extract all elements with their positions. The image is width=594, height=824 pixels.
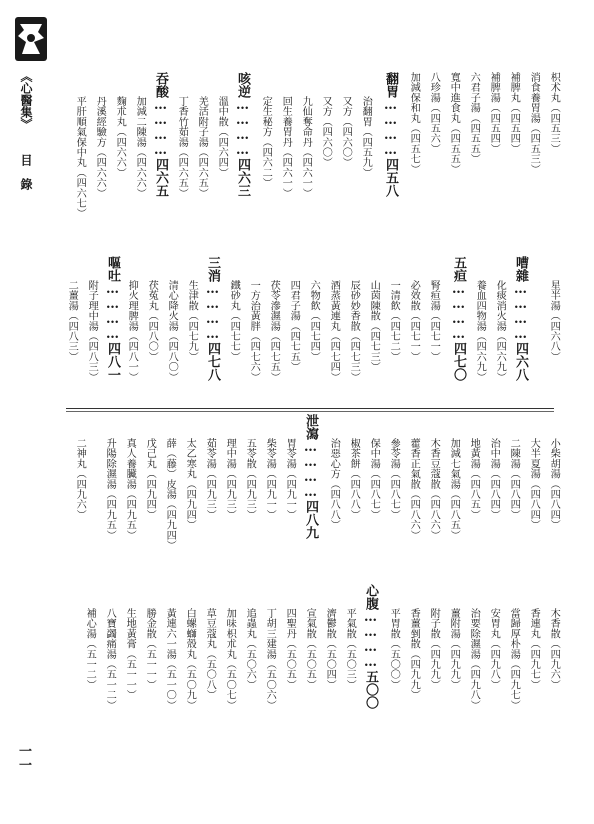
toc-entry: 丁香竹茹湯（四六五）: [176, 96, 188, 198]
toc-entry: 化痰消火湯（四六九）: [494, 280, 506, 382]
category-heading: 翻胃…………四五八: [383, 72, 398, 197]
toc-entry: 真人養臟湯（四九五）: [124, 438, 136, 540]
toc-entry: 大半夏湯（四八四）: [528, 438, 540, 530]
toc-entry: 枳术丸（四五三）: [548, 72, 560, 154]
toc-entry: 藿香正氣散（四八六）: [408, 438, 420, 540]
toc-entry: 鐵砂丸（四七七）: [228, 280, 240, 362]
toc-entry: 太乙寒丸（四九四）: [184, 438, 196, 530]
toc-entry: 升陽除濕湯（四九五）: [104, 438, 116, 540]
toc-entry: 理中湯（四九三）: [224, 438, 236, 520]
category-heading: 咳逆…………四六三: [235, 72, 250, 197]
toc-entry: 山茵陳散（四七三）: [368, 280, 380, 372]
toc-entry: 腎疸湯（四七一）: [428, 280, 440, 362]
toc-entry: 寬中進食丸（四五五）: [448, 72, 460, 174]
toc-entry: 二神丸（四九六）: [74, 438, 86, 520]
toc-entry: 茹苓湯（四九三）: [204, 438, 216, 520]
book-title: 《心醫集》: [19, 70, 33, 130]
toc-entry: 補脾湯（四五四）: [488, 72, 500, 154]
toc-entry: 柴苓湯（四九一）: [264, 438, 276, 520]
toc-entry: 溫中散（四六四）: [216, 96, 228, 178]
toc-entry: 麴朮丸（四六六）: [114, 96, 126, 178]
toc-entry: 四聖丹（五〇五）: [284, 608, 296, 690]
toc-entry: 又方（四六〇）: [320, 96, 332, 168]
toc-entry: 四君子湯（四七五）: [288, 280, 300, 372]
category-heading: 三消…………四七八: [205, 256, 220, 381]
toc-entry: 一清飲（四七二）: [388, 280, 400, 362]
category-heading: 五疸…………四七〇: [451, 256, 466, 381]
toc-entry: 補脾丸（四五四）: [508, 72, 520, 154]
section-label: 目 錄: [19, 154, 33, 190]
toc-entry: 木香散（四九六）: [548, 608, 560, 690]
toc-entry: 定生秘方（四六二）: [260, 96, 272, 188]
toc-entry: 附子理中湯（四八三）: [86, 280, 98, 382]
toc-entry: 治要除濕湯（四九八）: [468, 608, 480, 710]
toc-entry: 草豆蔻丸（五〇八）: [204, 608, 216, 700]
toc-entry: 薛（藤）皮湯（四九四）: [164, 438, 176, 551]
toc-entry: 胃苓湯（四九一）: [284, 438, 296, 520]
category-heading: 嘔吐…………四八一: [105, 256, 120, 381]
toc-entry: 加味枳朮丸（五〇七）: [224, 608, 236, 710]
toc-entry: 香薑剉散（四九九）: [408, 608, 420, 700]
toc-entry: 治中湯（四八四）: [488, 438, 500, 520]
toc-entry: 生津散（四七九）: [186, 280, 198, 362]
toc-entry: 五苓散（四九三）: [244, 438, 256, 520]
toc-entry: 椒茶餅（四八八）: [348, 438, 360, 520]
toc-entry: 平氣散（五〇三）: [344, 608, 356, 690]
toc-entry: 木香豆蔻散（四八六）: [428, 438, 440, 540]
seal-logo-icon: [14, 16, 48, 62]
toc-entry: 地黃湯（四八五）: [468, 438, 480, 520]
toc-entry: 平肝順氣保中丸（四六七）: [74, 96, 86, 219]
toc-entry: 丹溪經驗方（四六六）: [94, 96, 106, 198]
toc-entry: 又方（四六〇）: [340, 96, 352, 168]
toc-entry: 消食養胃湯（四五三）: [528, 72, 540, 174]
page-number: 一一: [16, 744, 31, 772]
category-heading: 嘈雜…………四六八: [513, 256, 528, 381]
toc-entry: 保中湯（四八七）: [368, 438, 380, 520]
toc-entry: 抑火理脾湯（四八一）: [126, 280, 138, 382]
toc-entry: 清心降火湯（四八〇）: [166, 280, 178, 382]
toc-entry: 加減二陳湯（四六六）: [134, 96, 146, 198]
toc-entry: 安胃丸（四九八）: [488, 608, 500, 690]
toc-entry: 茯苓滲濕湯（四七五）: [268, 280, 280, 382]
toc-entry: 辰砂妙香散（四七三）: [348, 280, 360, 382]
toc-entry: 星半湯（四六八）: [548, 280, 560, 362]
divider-line-secondary: [66, 411, 554, 412]
toc-entry: 六物飲（四七四）: [308, 280, 320, 362]
toc-entry: 宣氣散（五〇五）: [304, 608, 316, 690]
toc-entry: 生地黃膏（五一一）: [124, 608, 136, 700]
toc-entry: 九仙奪命丹（四六一）: [300, 96, 312, 198]
toc-entry: 治惡心方（四八八）: [328, 438, 340, 530]
toc-entry: 丁胡三建湯（五〇六）: [264, 608, 276, 710]
toc-entry: 養血四物湯（四六九）: [474, 280, 486, 382]
toc-entry: 八寶蠲痛湯（五一二）: [104, 608, 116, 710]
toc-entry: 白螺螄殼丸（五〇九）: [184, 608, 196, 710]
toc-entry: 茯菟丸（四八〇）: [146, 280, 158, 362]
toc-entry: 一方治黃胖（四七六）: [248, 280, 260, 382]
toc-entry: 追蟲丸（五〇六）: [244, 608, 256, 690]
toc-entry: 必效散（四七一）: [408, 280, 420, 362]
toc-entry: 當歸厚朴湯（四九七）: [508, 608, 520, 710]
toc-entry: 加減七氣湯（四八五）: [448, 438, 460, 540]
toc-entry: 八珍湯（四五六）: [428, 72, 440, 154]
divider-line: [66, 408, 554, 409]
category-heading: 泄瀉…………四八九: [303, 414, 318, 539]
toc-entry: 戊己丸（四九四）: [144, 438, 156, 520]
category-heading: 心腹…………五〇〇: [363, 584, 378, 709]
toc-entry: 黃連六一湯（五一〇）: [164, 608, 176, 710]
toc-entry: 六君子湯（四五五）: [468, 72, 480, 164]
toc-entry: 平胃散（五〇〇）: [388, 608, 400, 690]
toc-entry: 小柴胡湯（四八四）: [548, 438, 560, 530]
toc-entry: 二薑湯（四八三）: [66, 280, 78, 362]
toc-entry: 參苓湯（四八七）: [388, 438, 400, 520]
toc-entry: 回生養胃丹（四六一）: [280, 96, 292, 198]
toc-entry: 羌活附子湯（四六五）: [196, 96, 208, 198]
toc-entry: 治翻胃（四五九）: [360, 96, 372, 178]
toc-entry: 薑附湯（四九九）: [448, 608, 460, 690]
toc-entry: 二陳湯（四八四）: [508, 438, 520, 520]
toc-entry: 酒蒸黃連丸（四七四）: [328, 280, 340, 382]
toc-entry: 濟鬱散（五〇四）: [324, 608, 336, 690]
toc-entry: 附子散（四九九）: [428, 608, 440, 690]
toc-entry: 加減保和丸（四五七）: [408, 72, 420, 174]
toc-entry: 香連丸（四九七）: [528, 608, 540, 690]
category-heading: 吞酸…………四六五: [153, 72, 168, 197]
toc-entry: 勝金散（五一一）: [144, 608, 156, 690]
toc-entry: 補心湯（五一二）: [84, 608, 96, 690]
